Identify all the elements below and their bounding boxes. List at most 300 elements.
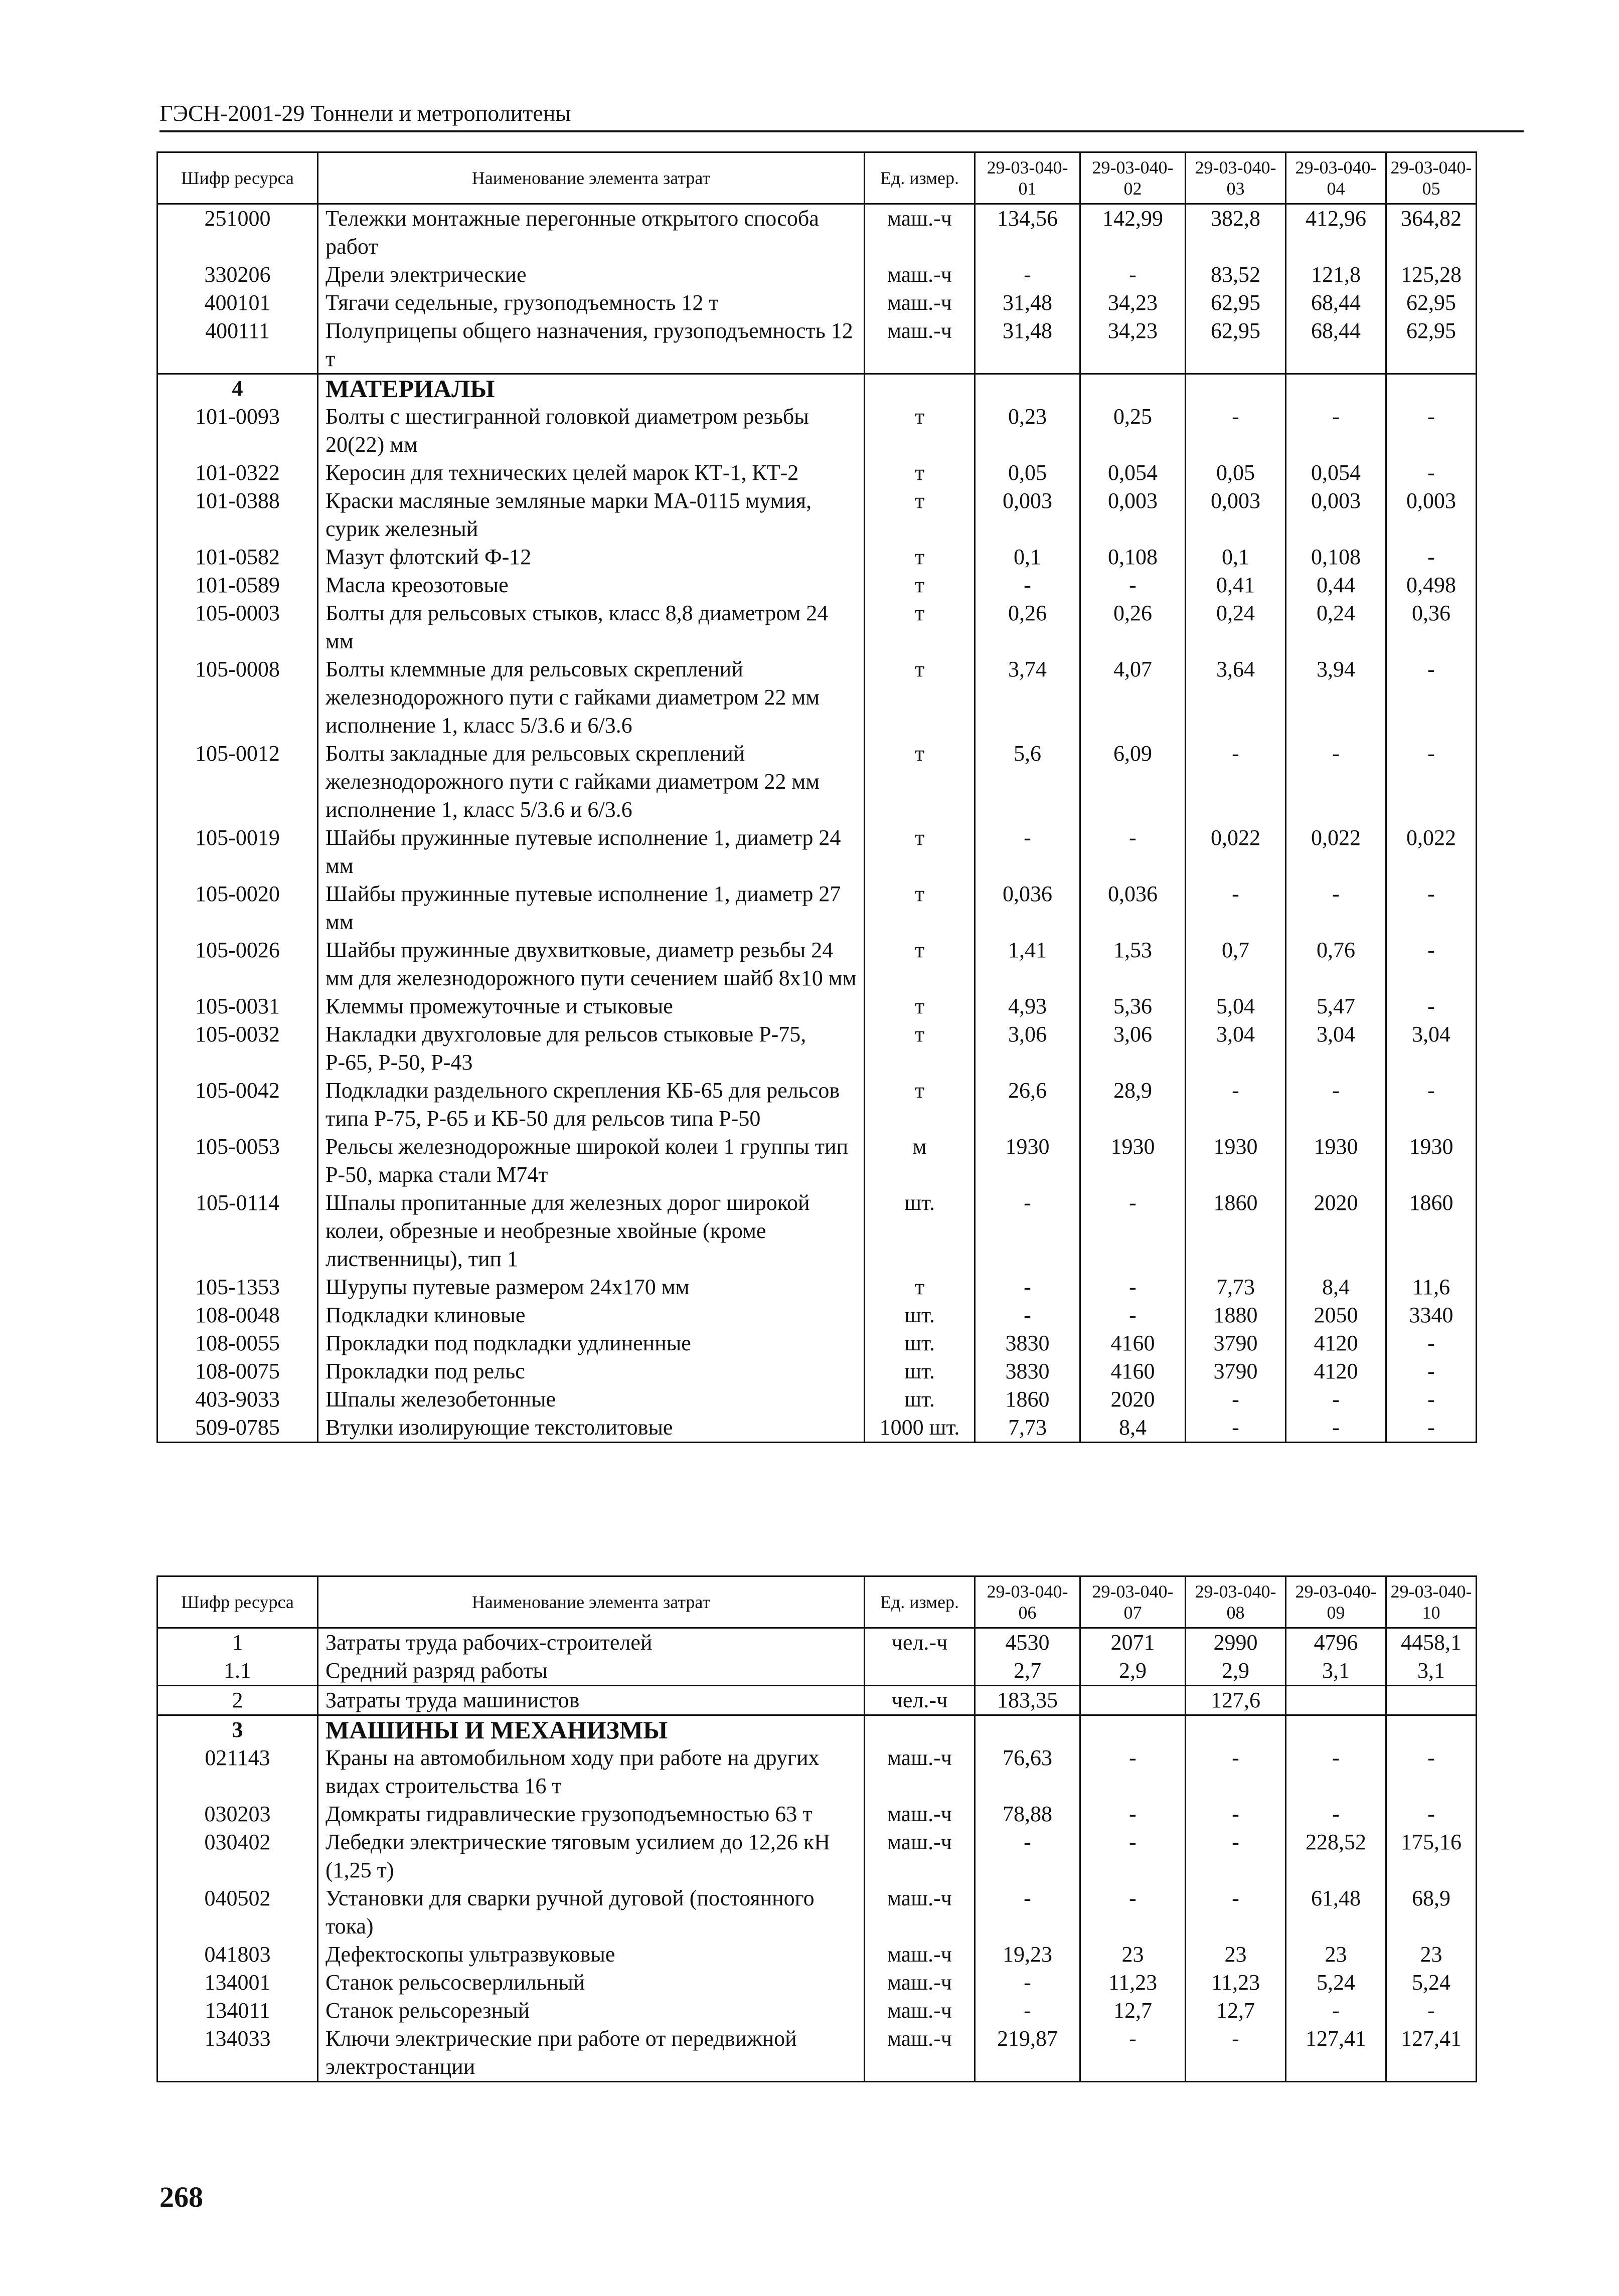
resource-value: 1930 [1286,1133,1386,1189]
resource-value: 4120 [1286,1357,1386,1385]
resource-value: 0,44 [1286,571,1386,599]
resource-value: - [1186,1800,1286,1828]
resource-name: Шайбы пружинные путевые исполнение 1, диаметр 24 мм [318,824,865,880]
resource-value: 1,53 [1080,936,1186,992]
resource-value: - [975,1884,1080,1940]
resource-value: 28,9 [1080,1077,1186,1133]
resource-value [1080,1715,1186,1744]
resource-code: 105-0019 [157,824,318,880]
resource-name: Болты с шестигранной головкой диаметром резьбы 20(22) мм [318,403,865,459]
table-row [157,936,1477,992]
resource-value: - [1286,1414,1386,1443]
resource-value: 125,28 [1386,261,1477,289]
header-col: 29-03-040-08 [1186,1576,1286,1628]
table-body-1 [157,204,1477,1443]
resource-unit: т [865,599,975,655]
resource-unit: маш.-ч [865,1744,975,1800]
resource-value: 0,1 [975,543,1080,571]
resource-code: 105-0042 [157,1077,318,1133]
resource-value: 4458,1 [1386,1628,1477,1657]
resource-value: 62,95 [1186,317,1286,374]
resource-value: - [1080,1884,1186,1940]
resource-unit: т [865,740,975,824]
resource-code: 509-0785 [157,1414,318,1443]
resource-value: - [975,1997,1080,2025]
resource-unit: чел.-ч [865,1628,975,1657]
resource-value: 0,24 [1186,599,1286,655]
table-row [157,2025,1477,2082]
header-col: 29-03-040-02 [1080,152,1186,204]
resource-value: - [975,1828,1080,1884]
resource-name: Станок рельсорезный [318,1997,865,2025]
resource-value [1286,374,1386,403]
resource-value: 62,95 [1186,289,1286,317]
resource-name: Станок рельсосверлильный [318,1969,865,1997]
resource-value: 127,41 [1286,2025,1386,2082]
resource-value [1080,1686,1186,1715]
resource-unit: шт. [865,1189,975,1273]
resource-value: 31,48 [975,317,1080,374]
resource-value: - [1186,1828,1286,1884]
resource-value: 1880 [1186,1301,1286,1329]
resource-unit: маш.-ч [865,1969,975,1997]
resource-value: - [1386,1329,1477,1357]
resource-value: 31,48 [975,289,1080,317]
resource-unit: маш.-ч [865,1997,975,2025]
resource-unit: м [865,1133,975,1189]
resource-code: 108-0048 [157,1301,318,1329]
resource-unit: т [865,1273,975,1301]
resource-value [1286,1686,1386,1715]
resource-value: 0,76 [1286,936,1386,992]
resource-value: 4120 [1286,1329,1386,1357]
resource-value: 0,05 [975,459,1080,487]
table-row [157,1997,1477,2025]
resource-value [1386,1715,1477,1744]
resource-unit: т [865,824,975,880]
resource-value: - [1386,1414,1477,1443]
resource-name: Болты для рельсовых стыков, класс 8,8 диаметром 24 мм [318,599,865,655]
header-col: 29-03-040-03 [1186,152,1286,204]
resource-value: 127,41 [1386,2025,1477,2082]
table-row [157,1414,1477,1443]
resource-value: - [1386,740,1477,824]
resource-value [1386,374,1477,403]
table-row [157,459,1477,487]
resource-value: 2,9 [1186,1657,1286,1686]
resource-name: Масла креозотовые [318,571,865,599]
resource-value: - [1386,880,1477,936]
table-row [157,992,1477,1020]
resource-code: 105-1353 [157,1273,318,1301]
resource-value: 3,64 [1186,655,1286,740]
page-header: ГЭСН-2001-29 Тоннели и метрополитены [159,98,1524,132]
table-row [157,261,1477,289]
resource-value: 4,93 [975,992,1080,1020]
table-row [157,1686,1477,1715]
resource-value: 382,8 [1186,204,1286,261]
resource-value: - [1286,1385,1386,1414]
resource-value: - [1386,936,1477,992]
resource-value: 4160 [1080,1329,1186,1357]
header-col: 29-03-040-07 [1080,1576,1186,1628]
resource-value: 0,25 [1080,403,1186,459]
resource-value: - [975,1301,1080,1329]
resource-value: - [1286,403,1386,459]
resource-unit: шт. [865,1385,975,1414]
resource-value: 4530 [975,1628,1080,1657]
resource-value: 3830 [975,1329,1080,1357]
resource-name: Полуприцепы общего назначения, грузоподъемность 12 т [318,317,865,374]
resource-code: 105-0053 [157,1133,318,1189]
resource-value: 364,82 [1386,204,1477,261]
resource-value: 0,26 [975,599,1080,655]
resource-value: 11,6 [1386,1273,1477,1301]
resource-value: 23 [1386,1940,1477,1969]
table-row [157,1657,1477,1686]
resource-code: 041803 [157,1940,318,1969]
resource-value: - [975,261,1080,289]
resource-name: Затраты труда рабочих-строителей [318,1628,865,1657]
header-col: 29-03-040-04 [1286,152,1386,204]
resource-name: Мазут флотский Ф-12 [318,543,865,571]
resource-value: - [1286,1800,1386,1828]
resource-value [1186,1715,1286,1744]
resource-table-2 [156,1575,1477,2082]
resource-name: Болты клеммные для рельсовых скреплений железнодорожного пути с гайками диаметром 22 мм исполнение 1, класс 5/3.6 и 6/3.6 [318,655,865,740]
resource-value: 68,44 [1286,289,1386,317]
table-row [157,403,1477,459]
resource-value: - [1286,1744,1386,1800]
resource-name: Накладки двухголовые для рельсов стыковые Р-75, Р-65, Р-50, Р-43 [318,1020,865,1077]
table-row [157,317,1477,374]
resource-value: - [1186,740,1286,824]
resource-code: 105-0008 [157,655,318,740]
resource-value: 8,4 [1286,1273,1386,1301]
resource-value: 34,23 [1080,317,1186,374]
resource-unit: маш.-ч [865,1940,975,1969]
table-row [157,1744,1477,1800]
resource-unit: шт. [865,1329,975,1357]
resource-value: 228,52 [1286,1828,1386,1884]
resource-value: - [1286,1997,1386,2025]
table-row [157,1133,1477,1189]
resource-value: 2020 [1286,1189,1386,1273]
resource-value: 412,96 [1286,204,1386,261]
resource-value: 68,44 [1286,317,1386,374]
resource-unit: т [865,936,975,992]
resource-unit: т [865,403,975,459]
resource-code: 108-0075 [157,1357,318,1385]
resource-unit: маш.-ч [865,1884,975,1940]
resource-code: 101-0388 [157,487,318,543]
resource-value: - [1386,1357,1477,1385]
header-unit: Ед. измер. [865,1576,975,1628]
resource-unit: шт. [865,1357,975,1385]
resource-value: 2,7 [975,1657,1080,1686]
resource-value: 175,16 [1386,1828,1477,1884]
resource-code: 101-0582 [157,543,318,571]
resource-value [1386,1686,1477,1715]
resource-unit [865,374,975,403]
resource-value: 4796 [1286,1628,1386,1657]
resource-value: 5,47 [1286,992,1386,1020]
resource-value: - [1080,261,1186,289]
resource-value [975,374,1080,403]
resource-value: 183,35 [975,1686,1080,1715]
resource-value: 2,9 [1080,1657,1186,1686]
resource-unit: т [865,1077,975,1133]
resource-name: Подкладки клиновые [318,1301,865,1329]
resource-value: 3,04 [1186,1020,1286,1077]
resource-value: 3790 [1186,1329,1286,1357]
table-row [157,740,1477,824]
resource-unit: т [865,992,975,1020]
resource-code: 105-0031 [157,992,318,1020]
resource-value: 3,04 [1386,1020,1477,1077]
resource-value: 0,054 [1286,459,1386,487]
resource-unit: т [865,459,975,487]
table-row [157,1077,1477,1133]
resource-value: - [1186,1744,1286,1800]
resource-value: 0,022 [1186,824,1286,880]
resource-name: Ключи электрические при работе от передвижной электростанции [318,2025,865,2082]
resource-value: - [1186,403,1286,459]
resource-unit: т [865,487,975,543]
table-row [157,487,1477,543]
resource-name: Болты закладные для рельсовых скреплений железнодорожного пути с гайками диаметром 22 мм исполнение 1, класс 5/3.6 и 6/3.6 [318,740,865,824]
resource-name: Клеммы промежуточные и стыковые [318,992,865,1020]
resource-value: - [1186,1385,1286,1414]
resource-unit: 1000 шт. [865,1414,975,1443]
resource-code: 1 [157,1628,318,1657]
resource-value: - [1080,824,1186,880]
header-name: Наименование элемента затрат [318,1576,865,1628]
resource-name: Краны на автомобильном ходу при работе на других видах строительства 16 т [318,1744,865,1800]
resource-value: - [975,1273,1080,1301]
header-code: Шифр ресурса [157,1576,318,1628]
resource-value: 5,36 [1080,992,1186,1020]
resource-name: Рельсы железнодорожные широкой колеи 1 группы тип Р-50, марка стали М74т [318,1133,865,1189]
resource-name: Шурупы путевые размером 24x170 мм [318,1273,865,1301]
resource-value: 12,7 [1186,1997,1286,2025]
resource-value: 68,9 [1386,1884,1477,1940]
table-row [157,1884,1477,1940]
resource-value: 0,022 [1286,824,1386,880]
resource-value: 83,52 [1186,261,1286,289]
resource-value: 5,24 [1286,1969,1386,1997]
resource-value: 0,1 [1186,543,1286,571]
resource-value: 142,99 [1080,204,1186,261]
resource-value: 2020 [1080,1385,1186,1414]
resource-name: МАТЕРИАЛЫ [318,374,865,403]
resource-value: 0,022 [1386,824,1477,880]
resource-value: 0,054 [1080,459,1186,487]
resource-value: 8,4 [1080,1414,1186,1443]
table-row [157,1385,1477,1414]
resource-unit: шт. [865,1301,975,1329]
resource-value: 1860 [975,1385,1080,1414]
resource-value: - [1080,1744,1186,1800]
resource-value: 7,73 [975,1414,1080,1443]
resource-value: 2050 [1286,1301,1386,1329]
resource-value: 5,6 [975,740,1080,824]
resource-value: - [1286,1077,1386,1133]
table-row [157,1273,1477,1301]
resource-value: - [1386,1385,1477,1414]
resource-value: 23 [1186,1940,1286,1969]
resource-unit: т [865,543,975,571]
resource-code: 105-0114 [157,1189,318,1273]
resource-code: 134001 [157,1969,318,1997]
table-row [157,824,1477,880]
resource-code: 105-0003 [157,599,318,655]
resource-code: 105-0032 [157,1020,318,1077]
header-col: 29-03-040-06 [975,1576,1080,1628]
resource-unit: маш.-ч [865,261,975,289]
resource-value: - [1286,880,1386,936]
resource-code: 3 [157,1715,318,1744]
table-row [157,1628,1477,1657]
resource-value: 26,6 [975,1077,1080,1133]
table-row [157,1189,1477,1273]
table-row [157,1329,1477,1357]
page-number: 268 [159,2181,203,2213]
resource-name: Затраты труда машинистов [318,1686,865,1715]
resource-value: 12,7 [1080,1997,1186,2025]
resource-unit [865,1715,975,1744]
resource-value: 0,23 [975,403,1080,459]
resource-name: Подкладки раздельного скрепления КБ-65 для рельсов типа Р-75, Р-65 и КБ-50 для рельсов типа Р-50 [318,1077,865,1133]
resource-value: 23 [1286,1940,1386,1969]
resource-name: Шпалы железобетонные [318,1385,865,1414]
resource-value: 0,003 [1386,487,1477,543]
resource-unit: т [865,1020,975,1077]
resource-value: 5,04 [1186,992,1286,1020]
resource-value: 11,23 [1080,1969,1186,1997]
resource-unit: маш.-ч [865,2025,975,2082]
resource-value: - [1186,880,1286,936]
resource-name: Дефектоскопы ультразвуковые [318,1940,865,1969]
resource-code: 403-9033 [157,1385,318,1414]
resource-value: 0,003 [975,487,1080,543]
resource-value: 3,06 [1080,1020,1186,1077]
resource-value: - [1386,1800,1477,1828]
resource-value: - [1386,543,1477,571]
resource-value: 0,26 [1080,599,1186,655]
resource-value: 76,63 [975,1744,1080,1800]
resource-value: 0,108 [1286,543,1386,571]
table-row [157,204,1477,261]
resource-value: 0,7 [1186,936,1286,992]
resource-value: - [1080,1273,1186,1301]
resource-code: 2 [157,1686,318,1715]
resource-code: 105-0012 [157,740,318,824]
resource-value [1286,1715,1386,1744]
resource-value: 121,8 [1286,261,1386,289]
table-row [157,655,1477,740]
resource-value: 0,036 [975,880,1080,936]
resource-value: 0,003 [1080,487,1186,543]
resource-unit: маш.-ч [865,1800,975,1828]
resource-value: 3340 [1386,1301,1477,1329]
section-row [157,374,1477,403]
resource-code: 105-0020 [157,880,318,936]
resource-unit: маш.-ч [865,289,975,317]
resource-code: 251000 [157,204,318,261]
resource-table-1 [156,151,1477,1443]
resource-value: - [1186,1414,1286,1443]
resource-value: - [1080,1189,1186,1273]
resource-unit: т [865,571,975,599]
resource-name: Втулки изолирующие текстолитовые [318,1414,865,1443]
resource-value: - [975,824,1080,880]
resource-code: 330206 [157,261,318,289]
header-col: 29-03-040-10 [1386,1576,1477,1628]
resource-value: 3,74 [975,655,1080,740]
resource-value: 4160 [1080,1357,1186,1385]
resource-value: - [975,571,1080,599]
resource-value: 3,06 [975,1020,1080,1077]
table-row [157,599,1477,655]
resource-value: 78,88 [975,1800,1080,1828]
resource-value: 11,23 [1186,1969,1286,1997]
resource-value: - [1186,1077,1286,1133]
table-row [157,543,1477,571]
resource-value: - [1386,1997,1477,2025]
resource-value: 1930 [975,1133,1080,1189]
resource-value: - [1080,1301,1186,1329]
resource-value: 7,73 [1186,1273,1286,1301]
resource-unit: маш.-ч [865,1828,975,1884]
resource-value: 1,41 [975,936,1080,992]
header-col: 29-03-040-05 [1386,152,1477,204]
table-row [157,289,1477,317]
resource-name: Дрели электрические [318,261,865,289]
resource-unit: т [865,880,975,936]
header-col: 29-03-040-09 [1286,1576,1386,1628]
resource-value [975,1715,1080,1744]
table-row [157,880,1477,936]
resource-code: 030402 [157,1828,318,1884]
resource-value: 134,56 [975,204,1080,261]
resource-code: 040502 [157,1884,318,1940]
resource-name: Домкраты гидравлические грузоподъемностью 63 т [318,1800,865,1828]
resource-value: 19,23 [975,1940,1080,1969]
resource-value: 3,94 [1286,655,1386,740]
resource-value: - [1386,403,1477,459]
resource-code: 101-0322 [157,459,318,487]
header-col: 29-03-040-01 [975,152,1080,204]
resource-value: 1930 [1080,1133,1186,1189]
resource-value: 0,498 [1386,571,1477,599]
resource-value: 61,48 [1286,1884,1386,1940]
resource-unit: маш.-ч [865,204,975,261]
resource-value: 6,09 [1080,740,1186,824]
resource-unit: маш.-ч [865,317,975,374]
resource-name: Лебедки электрические тяговым усилием до 12,26 кН (1,25 т) [318,1828,865,1884]
resource-value: 127,6 [1186,1686,1286,1715]
resource-value [1186,374,1286,403]
resource-value: - [1080,1828,1186,1884]
resource-value: - [1286,740,1386,824]
resource-value: 3830 [975,1357,1080,1385]
resource-name: Керосин для технических целей марок КТ-1, КТ-2 [318,459,865,487]
resource-code: 400111 [157,317,318,374]
resource-value: 0,003 [1286,487,1386,543]
table-row [157,1800,1477,1828]
resource-value: - [1080,1800,1186,1828]
